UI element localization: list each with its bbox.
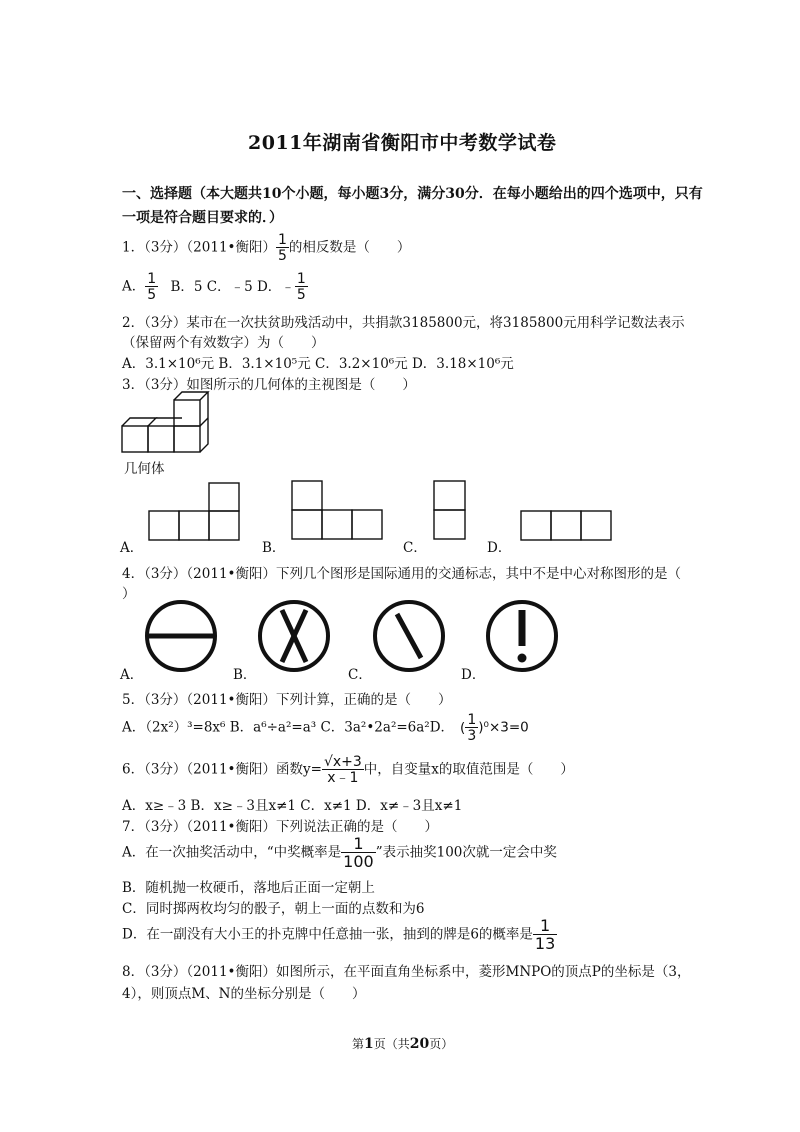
q1-prefix: 1．（3分）（2011•衡阳） xyxy=(122,239,276,256)
question-6: 6．（3分）（2011•衡阳）函数y= $\frac{√x+3}{x﹣1}$ 中，自变量x的取值范围是（ ） xyxy=(122,754,574,786)
q3-option-a-label: A． xyxy=(120,540,144,556)
question-6-options: A．x≥﹣3 B．x≥﹣3且x≠1 C．x≠1 D．x≠﹣3且x≠1 xyxy=(122,798,463,814)
question-2-options: A．3.1×10⁶元 B．3.1×10⁵元 C．3.2×10⁶元 D．3.18×10⁶元 xyxy=(122,356,514,372)
q4-option-c-label: C． xyxy=(348,667,372,683)
q4-option-b-label: B． xyxy=(233,667,257,683)
q1-optA-fraction: $\frac{1}{5}$ xyxy=(147,271,157,303)
q1-suffix: 的相反数是（ ） xyxy=(288,239,411,256)
page-title: 2011年湖南省衡阳市中考数学试卷 xyxy=(248,132,557,154)
footer-total-pages: 20 xyxy=(409,1036,430,1052)
q7-optA-fraction: $\frac{1}{100}$ xyxy=(343,834,374,871)
q7-optD-fraction: $\frac{1}{13}$ xyxy=(534,916,556,953)
question-7-option-a: A．在一次抽奖活动中，“中奖概率是 $\frac{1}{100}$ ”表示抽奖100次就一定会中奖 xyxy=(122,834,557,871)
q3-option-c-label: C． xyxy=(403,540,427,556)
question-8-line2: 4），则顶点M、N的坐标分别是（ ） xyxy=(122,986,366,1002)
question-1-options: A． $\frac{1}{5}$ B．5 C．﹣5 D．﹣ $\frac{1}{5}$ xyxy=(122,271,306,303)
section-heading-line1: 一、选择题（本大题共10个小题，每小题3分，满分30分．在每小题给出的四个选项中，只有 xyxy=(122,186,703,202)
question-4-line1: 4．（3分）（2011•衡阳）下列几个图形是国际通用的交通标志，其中不是中心对称图形的是（ xyxy=(122,566,681,582)
footer-page-number: 1 xyxy=(364,1036,374,1052)
question-2-line1: 2．（3分）某市在一次扶贫助残活动中，共捐款3185800元，将3185800元用科学记数法表示 xyxy=(122,315,685,331)
q4-option-d-sign xyxy=(484,598,560,674)
q3-option-d-figure xyxy=(520,510,612,542)
q1-fraction: $\frac{1}{5}$ xyxy=(278,232,287,264)
question-7: 7．（3分）（2011•衡阳）下列说法正确的是（ ） xyxy=(122,819,438,835)
q3-solid-figure xyxy=(120,392,220,454)
question-5-options: A．（2x²）³=8x⁶ B．a⁶÷a²=a³ C．3a²•2a²=6a²D． ( $\frac{1}{3}$ )⁰×3=0 xyxy=(122,712,529,744)
question-7-option-d: D．在一副没有大小王的扑克牌中任意抽一张，抽到的牌是6的概率是 $\frac{1}{13}$ xyxy=(122,916,556,953)
q4-option-c-sign xyxy=(371,598,447,674)
q4-option-a-sign xyxy=(143,598,219,674)
q5-optD-fraction: $\frac{1}{3}$ xyxy=(467,712,477,744)
q3-figure-label: 几何体 xyxy=(124,461,165,477)
q1-optD-fraction: $\frac{1}{5}$ xyxy=(296,271,306,303)
question-4-line2: ） xyxy=(122,586,136,602)
q3-option-d-label: D． xyxy=(487,540,512,556)
q3-option-b-label: B． xyxy=(262,540,286,556)
q6-fraction: $\frac{√x+3}{x﹣1}$ xyxy=(323,754,362,786)
question-8-line1: 8．（3分）（2011•衡阳）如图所示，在平面直角坐标系中，菱形MNPO的顶点P的坐标是（3， xyxy=(122,964,691,980)
question-7-option-b: B．随机抛一枚硬币，落地后正面一定朝上 xyxy=(122,880,375,896)
section-heading-line2: 一项是符合题目要求的．） xyxy=(122,210,283,226)
question-1 xyxy=(122,233,410,263)
question-3: 3．（3分）如图所示的几何体的主视图是（ ） xyxy=(122,377,416,393)
question-2-line2: （保留两个有效数字）为（ ） xyxy=(122,335,325,351)
page-footer: 第1页（共20页） xyxy=(352,1036,454,1052)
q4-option-a-label: A． xyxy=(120,667,144,683)
q3-option-b-figure xyxy=(291,480,383,540)
q4-option-d-label: D． xyxy=(461,667,486,683)
q3-option-c-figure xyxy=(433,480,467,540)
q4-option-b-sign xyxy=(256,598,332,674)
q3-option-a-figure xyxy=(148,482,240,542)
question-7-option-c: C．同时掷两枚均匀的骰子，朝上一面的点数和为6 xyxy=(122,901,425,917)
question-5: 5．（3分）（2011•衡阳）下列计算，正确的是（ ） xyxy=(122,692,452,708)
